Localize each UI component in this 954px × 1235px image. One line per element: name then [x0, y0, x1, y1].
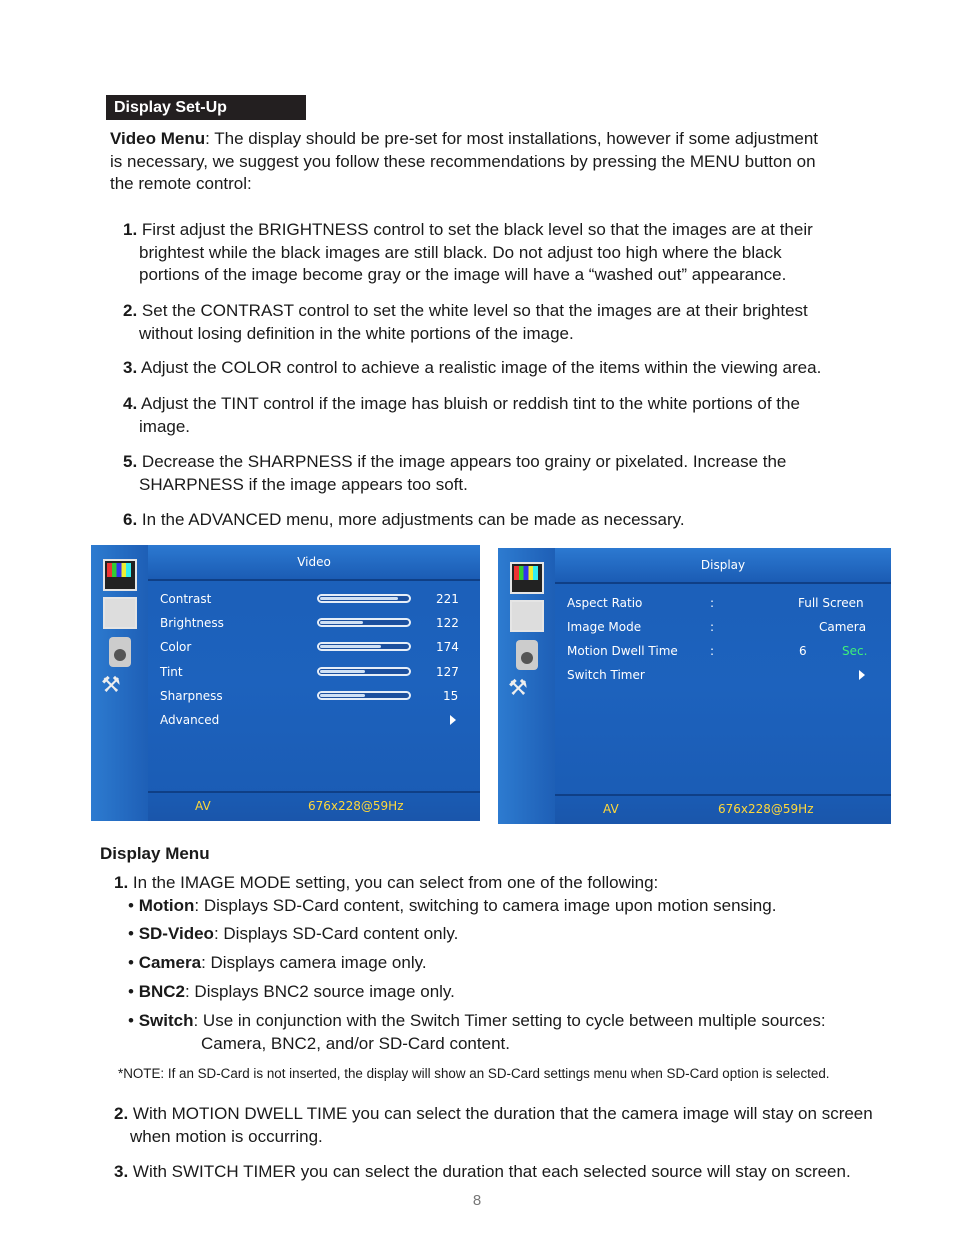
motion-dwell-value: 6: [799, 644, 807, 658]
osd-item-switch-timer: Switch Timer: [567, 668, 645, 682]
bullet-term: Motion: [138, 896, 195, 915]
step-num: 3.: [123, 358, 138, 377]
bullet-sd-video: • SD-Video: Displays SD-Card content only.: [128, 924, 459, 943]
bullet-camera: • Camera: Displays camera image only.: [128, 953, 427, 972]
osd-item-motion-dwell-time: Motion Dwell Time: [567, 644, 678, 658]
osd-icon-column: [91, 545, 148, 821]
bullet-term: Switch: [138, 1011, 194, 1030]
bullet-motion: • Motion: Displays SD-Card content, switching to camera image upon motion sensing.: [128, 896, 777, 915]
display-icon: [510, 600, 544, 632]
page-number: 8: [472, 1192, 482, 1209]
bullet-text: : Displays SD-Card content, switching to camera image upon motion sensing.: [194, 896, 777, 915]
osd-sep: :: [710, 644, 715, 658]
osd-resolution: 676x228@59Hz: [308, 799, 404, 813]
contrast-slider: [317, 594, 411, 603]
tools-icon: ⚒: [508, 676, 528, 701]
bullet-term: Camera: [138, 953, 202, 972]
step-num: 6.: [123, 510, 138, 529]
video-menu-label: Video Menu: [110, 129, 206, 148]
step-line: without losing definition in the white portions of the image.: [139, 323, 574, 343]
osd-footer: [148, 793, 480, 821]
sharpness-value: 15: [443, 689, 459, 703]
step-line: Decrease the SHARPNESS if the image appears too grainy or pixelated. Increase the: [141, 452, 787, 471]
brightness-value: 122: [436, 616, 459, 630]
step-line: image.: [139, 416, 191, 436]
step-num: 1.: [114, 873, 129, 892]
osd-item-aspect-ratio: Aspect Ratio: [567, 596, 643, 610]
display-menu-heading: Display Menu: [100, 844, 210, 863]
step-3: [123, 357, 903, 380]
motion-dwell-unit: Sec.: [842, 644, 868, 658]
bullet-text: : Displays SD-Card content only.: [213, 924, 459, 943]
step-line: Set the CONTRAST control to set the white level so that the images are at their brightest: [141, 301, 808, 320]
osd-item-tint: Tint: [160, 665, 183, 679]
arrow-right-icon: [859, 670, 865, 680]
display-step-2: [114, 1103, 904, 1148]
sd-card-note: *NOTE: If an SD-Card is not inserted, the display will show an SD-Card settings menu when SD-Card option is selected.: [118, 1066, 830, 1081]
osd-item-contrast: Contrast: [160, 592, 212, 606]
osd-item-advanced: Advanced: [160, 713, 220, 727]
osd-resolution: 676x228@59Hz: [718, 802, 814, 816]
bullet-switch: • Switch: Use in conjunction with the Switch Timer setting to cycle between multiple sources: Camera, BNC2, and/or SD-Card content.: [128, 1010, 918, 1055]
step-5: [123, 451, 883, 496]
osd-divider: [555, 582, 891, 584]
intro-line-2: is necessary, we suggest you follow these recommendations by pressing the MENU button on: [110, 151, 816, 171]
osd-item-sharpness: Sharpness: [160, 689, 223, 703]
step-line: portions of the image become gray or the image will have a “washed out” appearance.: [139, 265, 787, 284]
bullet-term: SD-Video: [138, 924, 214, 943]
step-num: 5.: [123, 452, 138, 471]
color-value: 174: [436, 640, 459, 654]
osd-sep: :: [710, 596, 715, 610]
speaker-icon: [109, 637, 131, 667]
osd-title: Video: [148, 545, 480, 579]
intro-line-1: : The display should be pre-set for most installations, however if some adjustment: [205, 129, 819, 148]
video-menu-intro: [110, 128, 870, 196]
step-text: With MOTION DWELL TIME you can select the duration that the camera image will stay on screen: [132, 1104, 873, 1123]
osd-icon-column: [498, 548, 555, 824]
osd-item-color: Color: [160, 640, 192, 654]
step-line: brightest while the black images are still black. Do not adjust too high where the black: [139, 242, 782, 262]
osd-title: Display: [555, 548, 891, 582]
osd-source: AV: [603, 802, 619, 816]
step-4: [123, 393, 883, 438]
step-line: Adjust the TINT control if the image has bluish or reddish tint to the white portions of the: [140, 394, 800, 413]
step-num: 1.: [123, 220, 138, 239]
osd-item-image-mode: Image Mode: [567, 620, 642, 634]
bullet-text: : Use in conjunction with the Switch Timer setting to cycle between multiple sources:: [193, 1011, 826, 1030]
osd-item-brightness: Brightness: [160, 616, 224, 630]
display-step-3: [114, 1161, 904, 1184]
bullet-term: BNC2: [138, 982, 185, 1001]
bullet-text-cont: Camera, BNC2, and/or SD-Card content.: [201, 1033, 510, 1053]
osd-sep: :: [710, 620, 715, 634]
osd-divider: [148, 579, 480, 581]
step-text: In the IMAGE MODE setting, you can select from one of the following:: [132, 873, 659, 892]
step-num: 4.: [123, 394, 138, 413]
step-1: [123, 219, 883, 287]
tv-picture-icon: [510, 562, 544, 594]
display-step-1: [114, 872, 894, 895]
display-icon: [103, 597, 137, 629]
step-line: Adjust the COLOR control to achieve a realistic image of the items within the viewing area.: [140, 358, 822, 377]
osd-source: AV: [195, 799, 211, 813]
step-line: In the ADVANCED menu, more adjustments can be made as necessary.: [141, 510, 685, 529]
bullet-bnc2: • BNC2: Displays BNC2 source image only.: [128, 982, 455, 1001]
tv-picture-icon: [103, 559, 137, 591]
brightness-slider: [317, 618, 411, 627]
step-num: 2.: [123, 301, 138, 320]
display-osd-screen: [498, 548, 891, 824]
osd-footer: [555, 796, 891, 824]
step-line: SHARPNESS if the image appears too soft.: [139, 474, 468, 494]
step-6: [123, 509, 883, 532]
step-2: [123, 300, 883, 345]
step-text: With SWITCH TIMER you can select the duration that each selected source will stay on screen.: [132, 1162, 851, 1181]
step-text: when motion is occurring.: [130, 1126, 323, 1146]
section-title: Display Set-Up: [106, 95, 306, 120]
step-num: 3.: [114, 1162, 129, 1181]
speaker-icon: [516, 640, 538, 670]
step-line: First adjust the BRIGHTNESS control to set the black level so that the images are at their: [141, 220, 813, 239]
video-osd-screen: [91, 545, 480, 821]
aspect-ratio-value: Full Screen: [798, 596, 864, 610]
bullet-text: : Displays camera image only.: [201, 953, 427, 972]
step-num: 2.: [114, 1104, 129, 1123]
color-slider: [317, 642, 411, 651]
intro-line-3: the remote control:: [110, 174, 252, 193]
image-mode-value: Camera: [819, 620, 867, 634]
tint-value: 127: [436, 665, 459, 679]
arrow-right-icon: [450, 715, 456, 725]
sharpness-slider: [317, 691, 411, 700]
bullet-text: : Displays BNC2 source image only.: [184, 982, 455, 1001]
contrast-value: 221: [436, 592, 459, 606]
tint-slider: [317, 667, 411, 676]
tools-icon: ⚒: [101, 673, 121, 698]
